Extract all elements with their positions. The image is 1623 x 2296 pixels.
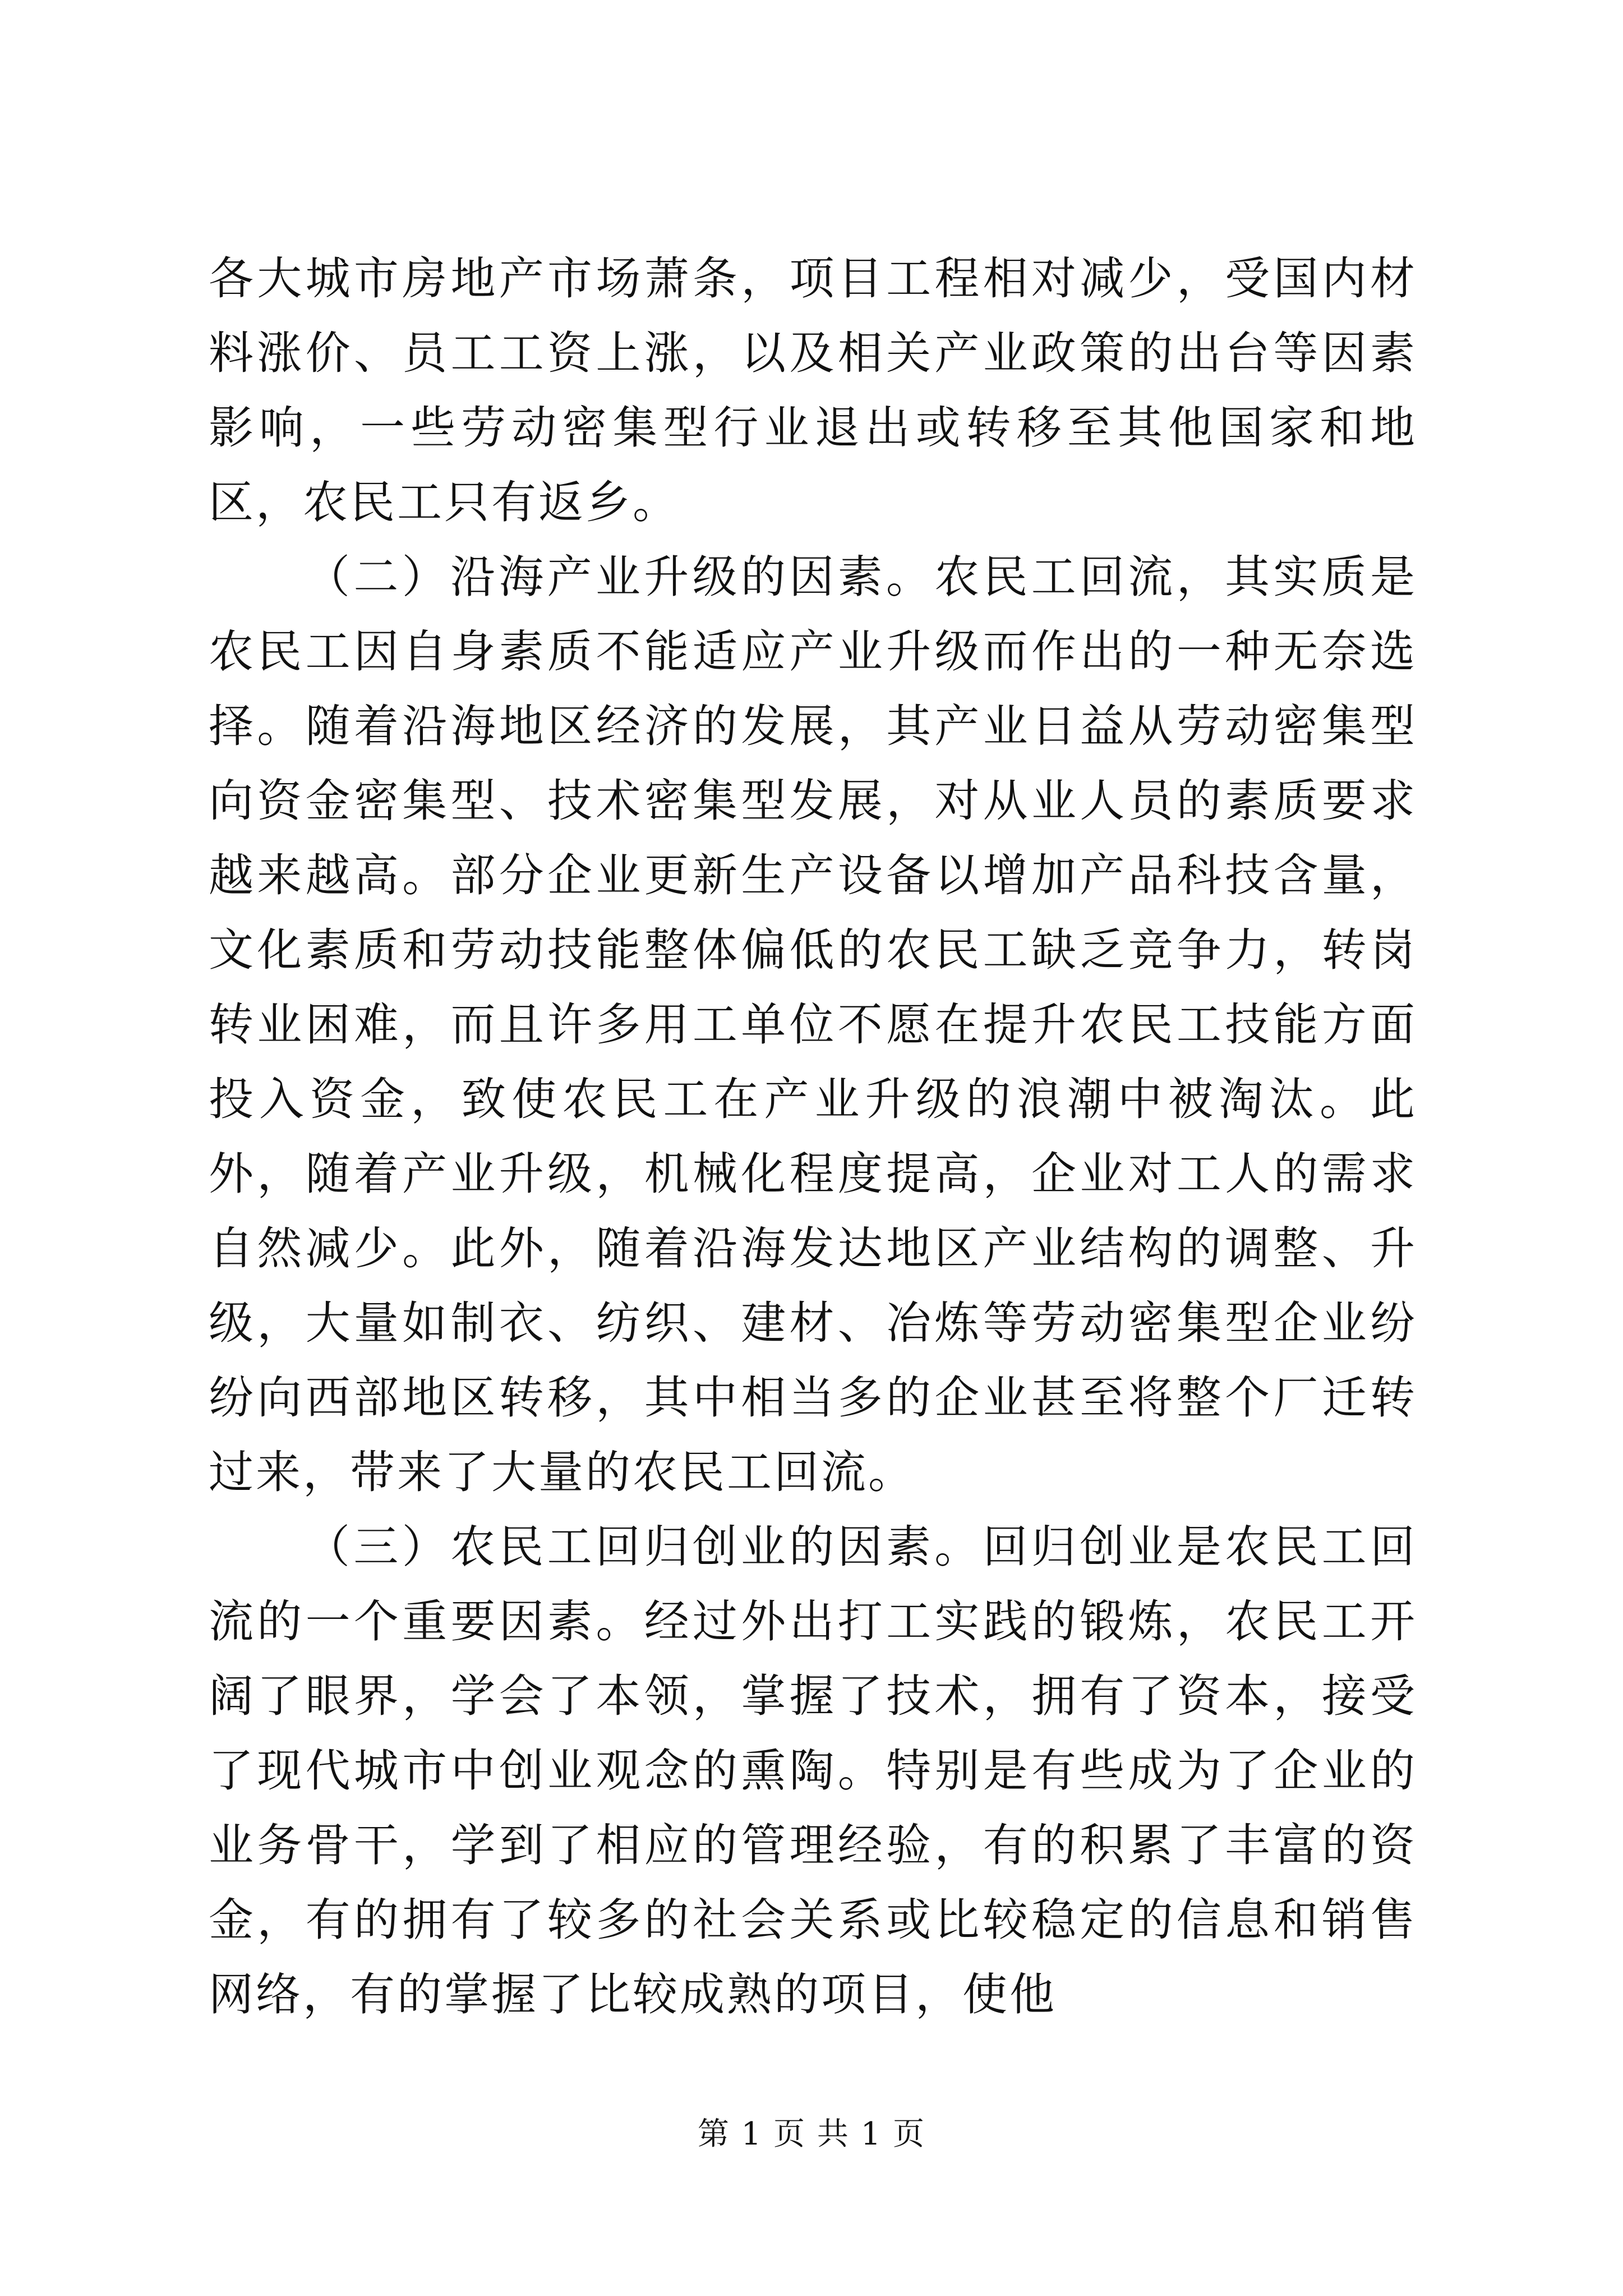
page-footer: 第 1 页 共 1 页 <box>697 2116 926 2152</box>
document-body <box>209 241 1417 2032</box>
paragraph-return-entrepreneurship: （三）农民工回归创业的因素。回归创业是农民工回流的一个重要因素。经过外出打工实践的锻炼，农民工开阔了眼界，学会了本领，掌握了技术，拥有了资本，接受了现代城市中创业观念的熏陶。特别是有些成为了企业的业务骨干，学到了相应的管理经验，有的积累了丰富的资金，有的拥有了较多的社会关系或比较稳定的信息和销售网络，有的掌握了比较成熟的项目，使他 <box>209 1521 1417 2021</box>
paragraph-intro-continuation: 各大城市房地产市场萧条，项目工程相对减少，受国内材料涨价、员工工资上涨，以及相关产业政策的出台等因素影响，一些劳动密集型行业退出或转移至其他国家和地区，农民工只有返乡。 <box>209 252 1417 528</box>
paragraph-coastal-industry-upgrade: （二）沿海产业升级的因素。农民工回流，其实质是农民工因自身素质不能适应产业升级而作出的一种无奈选择。随着沿海地区经济的发展，其产业日益从劳动密集型向资金密集型、技术密集型发展，对从业人员的素质要求越来越高。部分企业更新生产设备以增加产品科技含量，文化素质和劳动技能整体偏低的农民工缺乏竞争力，转岗转业困难，而且许多用工单位不愿在提升农民工技能方面投入资金，致使农民工在产业升级的浪潮中被淘汰。此外，随着产业升级，机械化程度提高，企业对工人的需求自然减少。此外，随着沿海发达地区产业结构的调整、升级，大量如制衣、纺织、建材、冶炼等劳动密集型企业纷纷向西部地区转移，其中相当多的企业甚至将整个厂迁转过来，带来了大量的农民工回流。 <box>209 551 1417 1498</box>
